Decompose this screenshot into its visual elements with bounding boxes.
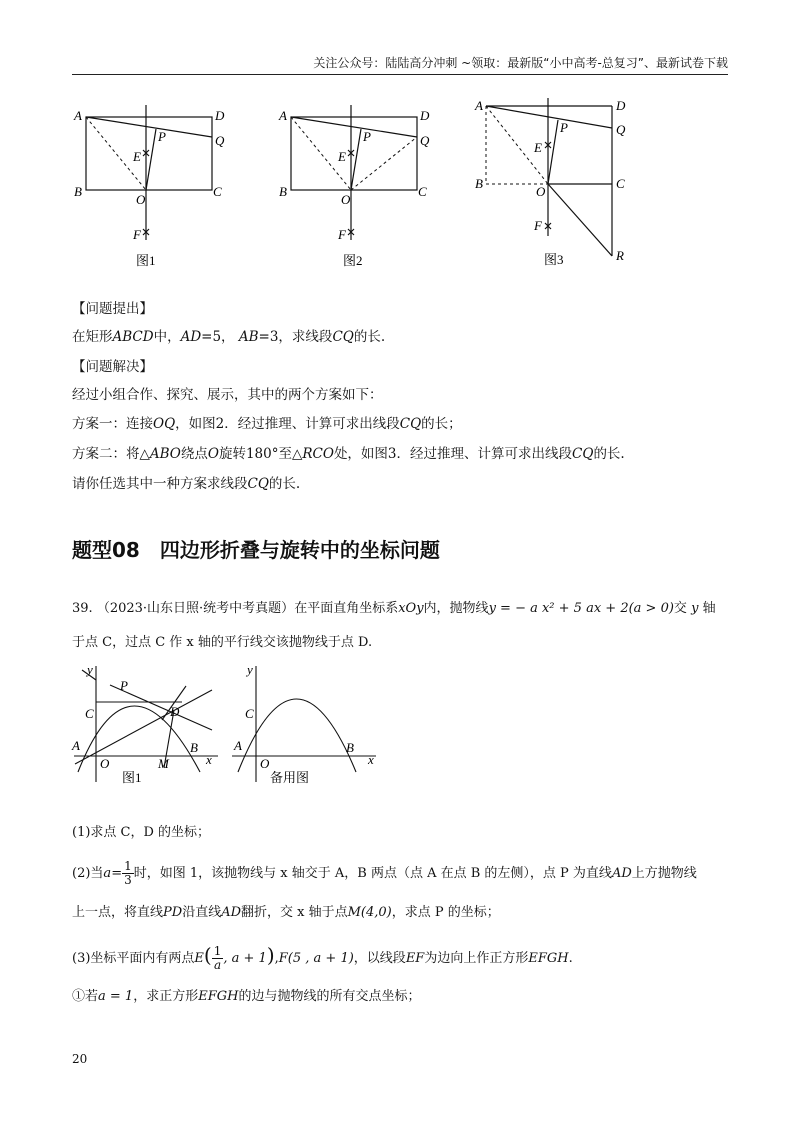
label-E: E [534,140,542,155]
label-C: C [245,706,254,721]
figure-3 [472,96,642,272]
label-C: C [418,184,427,199]
figure-2 [275,100,435,272]
label-Q: Q [215,133,225,148]
solve-intro: 经过小组合作、探究、展示，其中的两个方案如下： [72,387,383,403]
label-A: A [72,738,80,753]
label-O: O [100,756,110,771]
label-E: E [338,149,346,164]
caption-q39-fig1: 图1 [122,770,142,785]
heading-raise: 【问题提出】 [72,301,153,317]
label-P: P [158,129,166,144]
heading-solve: 【问题解决】 [72,359,153,375]
choose-plan: 请你任选其中一种方案求线段CQ的长. [72,476,301,492]
label-B: B [279,184,287,199]
caption-fig3: 图3 [544,252,564,267]
page-number: 20 [72,1052,88,1066]
label-x: x [368,752,374,767]
problem-raise-text: 在矩形ABCD中，AD=5， AB=3，求线段CQ的长. [72,329,386,345]
label-x: x [206,752,212,767]
label-C: C [616,176,625,191]
label-C: C [213,184,222,199]
page-header: 关注公众号：陆陆高分冲刺 ~领取：最新版“小中高考-总复习”、最新试卷下载 [72,54,728,75]
label-P: P [363,129,371,144]
section-title: 题型08 四边形折叠与旋转中的坐标问题 [72,538,440,562]
label-E: E [133,149,141,164]
q39-sub3: (3)坐标平面内有两点E( $\frac{1}{a}$ , a + 1),F(5 , a + 1)，以线段EF为边向上作正方形EFGH. [72,943,573,972]
label-F: F [338,227,346,242]
label-A: A [74,108,82,123]
label-M: M [158,756,169,771]
q39-sub2-line2: 上一点，将直线PD沿直线AD翻折，交 x 轴于点M(4,0)，求点 P 的坐标； [72,905,500,920]
label-B: B [190,740,198,755]
caption-fig1: 图1 [136,253,156,268]
label-O: O [260,756,270,771]
label-D: D [420,108,430,123]
label-D: D [616,98,626,113]
q39-sub1: (1)求点 C，D 的坐标； [72,825,211,840]
q39-sub3-1: ①若a = 1，求正方形EFGH的边与抛物线的所有交点坐标； [72,989,421,1004]
q39-figure-spare [228,660,378,788]
label-B: B [346,740,354,755]
plan-two: 方案二：将△ABO绕点O旋转180°至△RCO处，如图3．经过推理、计算可求出线段CQ的长. [72,446,625,462]
q39-line1: 39. （2023·山东日照·统考中考真题）在平面直角坐标系xOy内，抛物线y = − a x² + 5 ax + 2(a > 0)交 y 轴 [72,601,716,616]
label-O: O [136,192,146,207]
label-A: A [234,738,242,753]
plan-one: 方案一：连接OQ，如图2．经过推理、计算可求出线段CQ的长； [72,416,462,432]
label-Q: Q [616,122,626,137]
label-C: C [85,706,94,721]
q39-figure-1 [70,660,220,788]
caption-q39-spare: 备用图 [270,770,310,785]
label-R: R [616,248,624,263]
label-O: O [341,192,351,207]
q39-line2: 于点 C，过点 C 作 x 轴的平行线交该抛物线于点 D. [72,635,373,650]
label-B: B [74,184,82,199]
label-y: y [87,662,93,677]
q39-sub2-line1: (2)当a= $\frac{1}{3}$ 时，如图 1，该抛物线与 x 轴交于 A，B 两点（点 A 在点 B 的左侧），点 P 为直线AD上方抛物线 [72,859,697,887]
figure-1 [70,100,230,272]
label-O: O [536,184,546,199]
label-D: D [215,108,225,123]
label-A: A [475,98,483,113]
label-Q: Q [420,133,430,148]
label-F: F [133,227,141,242]
label-D: D [170,704,180,719]
caption-fig2: 图2 [343,253,363,268]
label-A: A [279,108,287,123]
label-F: F [534,218,542,233]
label-B: B [475,176,483,191]
label-y: y [247,662,253,677]
label-P: P [120,678,128,693]
label-P: P [560,120,568,135]
